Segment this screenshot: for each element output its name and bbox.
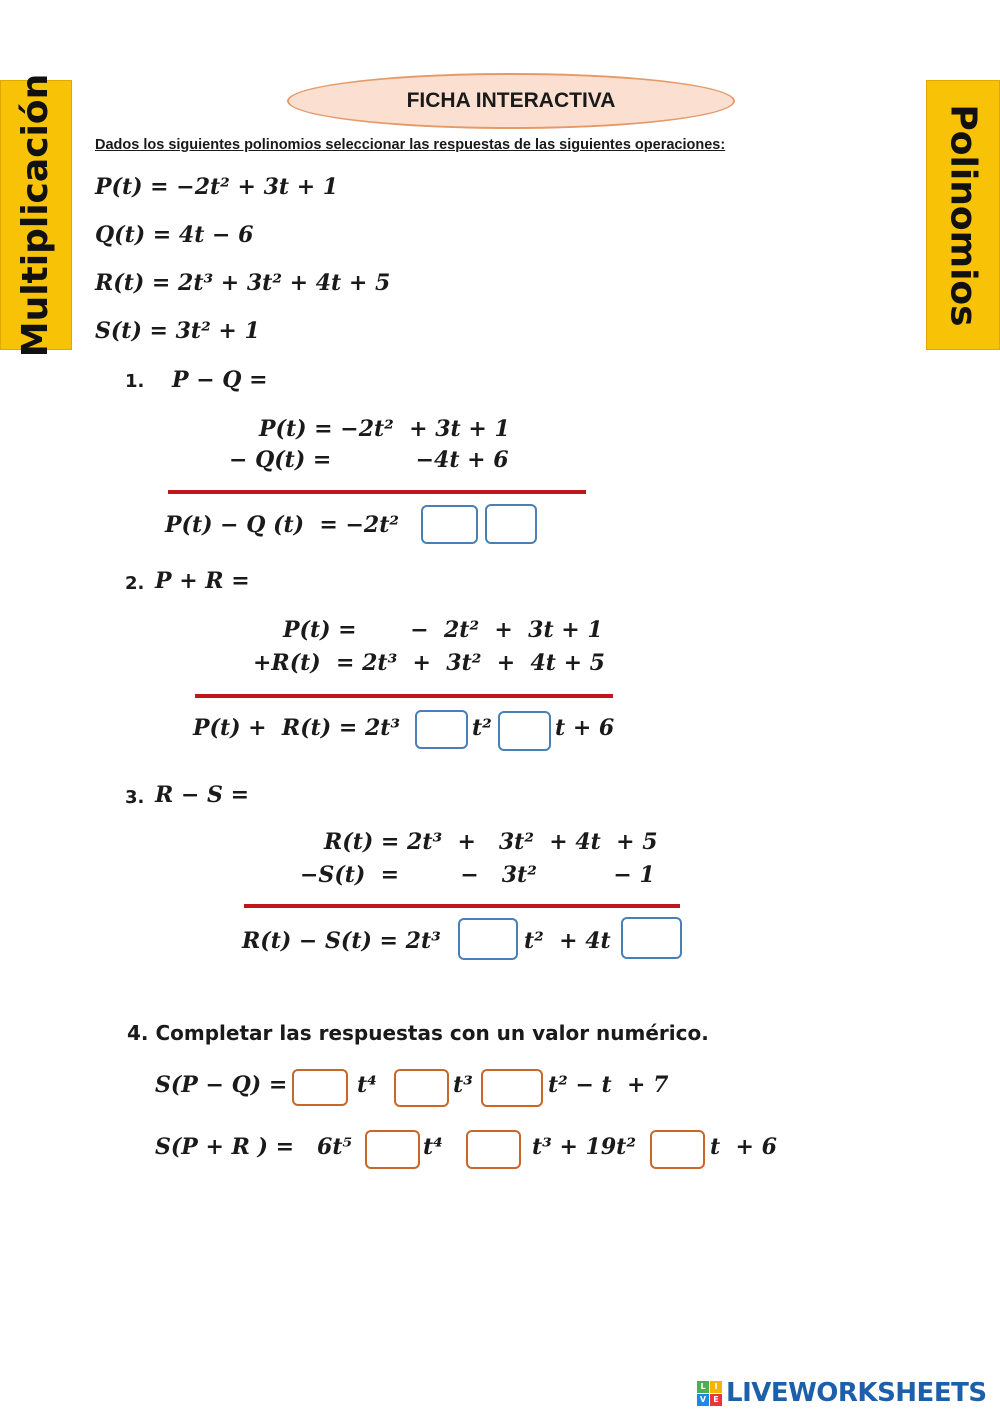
left-tab-label: Multiplicación: [15, 73, 57, 357]
q2-heading: P + R =: [155, 568, 250, 594]
q2-result-prefix: P(t) + R(t) = 2t³: [193, 715, 401, 741]
right-side-tab: [926, 80, 1000, 350]
q2-answer-box-2[interactable]: [498, 711, 551, 751]
q2-result-suffix: t + 6: [555, 715, 615, 741]
q3-answer-box-2[interactable]: [621, 917, 682, 959]
right-tab-label: Polinomios: [942, 103, 984, 327]
page-title: FICHA INTERACTIVA: [406, 89, 616, 112]
polynomial-q: Q(t) = 4t − 6: [95, 222, 254, 248]
q3-result-mid: t² + 4t: [524, 928, 611, 954]
q2-number: 2.: [125, 573, 145, 594]
q3-number: 3.: [125, 787, 145, 808]
logo-icon: L I V E: [697, 1381, 722, 1406]
q4-row1-box-1[interactable]: [292, 1069, 348, 1106]
q4-row2-term-b: t³ + 19t²: [532, 1134, 636, 1160]
q4-row2-box-2[interactable]: [466, 1130, 521, 1169]
instruction-text: Dados los siguientes polinomios seleccionar las respuestas de las siguientes operaciones:: [95, 137, 726, 153]
q4-row1-term-b: t³: [453, 1072, 473, 1098]
q1-line-2: − Q(t) = −4t + 6: [229, 447, 509, 473]
q3-line-1: R(t) = 2t³ + 3t² + 4t + 5: [324, 829, 658, 855]
title-banner: [287, 73, 735, 129]
q4-row2-box-1[interactable]: [365, 1130, 420, 1169]
polynomial-p: P(t) = −2t² + 3t + 1: [95, 174, 339, 200]
q3-heading: R − S =: [155, 782, 250, 808]
liveworksheets-logo: [697, 1378, 987, 1408]
q1-answer-box-2[interactable]: [485, 504, 537, 544]
q4-row1-term-a: t⁴: [357, 1072, 377, 1098]
q2-line-1: P(t) = − 2t² + 3t + 1: [283, 617, 603, 643]
q1-number: 1.: [125, 371, 145, 392]
q2-answer-box-1[interactable]: [415, 710, 468, 749]
q3-result-prefix: R(t) − S(t) = 2t³: [242, 928, 441, 954]
q4-row1-box-3[interactable]: [481, 1069, 543, 1107]
left-side-tab: [0, 73, 72, 357]
q4-row2-term-a: t⁴: [423, 1134, 443, 1160]
q1-divider: [168, 490, 586, 494]
q1-result: P(t) − Q (t) = −2t²: [165, 512, 400, 538]
q2-divider: [195, 694, 613, 698]
q1-line-1: P(t) = −2t² + 3t + 1: [259, 416, 510, 442]
q4-row2-term-c: t + 6: [710, 1134, 777, 1160]
q4-row1-term-c: t² − t + 7: [548, 1072, 669, 1098]
q4-row1-box-2[interactable]: [394, 1069, 449, 1107]
q4-row1-prefix: S(P − Q) =: [155, 1072, 288, 1098]
q4-prompt: [127, 1021, 709, 1045]
q3-answer-box-1[interactable]: [458, 918, 518, 960]
q1-answer-box-1[interactable]: [421, 505, 478, 544]
q3-line-2: −S(t) = − 3t² − 1: [300, 862, 655, 888]
q3-divider: [244, 904, 680, 908]
q2-line-2: +R(t) = 2t³ + 3t² + 4t + 5: [253, 650, 605, 676]
polynomial-s: S(t) = 3t² + 1: [95, 318, 260, 344]
q4-number: 4.: [127, 1021, 149, 1045]
q4-row2-prefix: S(P + R ) = 6t⁵: [155, 1134, 353, 1160]
q2-result-mid: t²: [472, 715, 492, 741]
q4-text: Completar las respuestas con un valor numérico.: [155, 1021, 709, 1045]
logo-wordmark: LIVEWORKSHEETS: [726, 1378, 987, 1408]
polynomial-r: R(t) = 2t³ + 3t² + 4t + 5: [95, 270, 391, 296]
q4-row2-box-3[interactable]: [650, 1130, 705, 1169]
q1-heading: P − Q =: [172, 367, 268, 393]
